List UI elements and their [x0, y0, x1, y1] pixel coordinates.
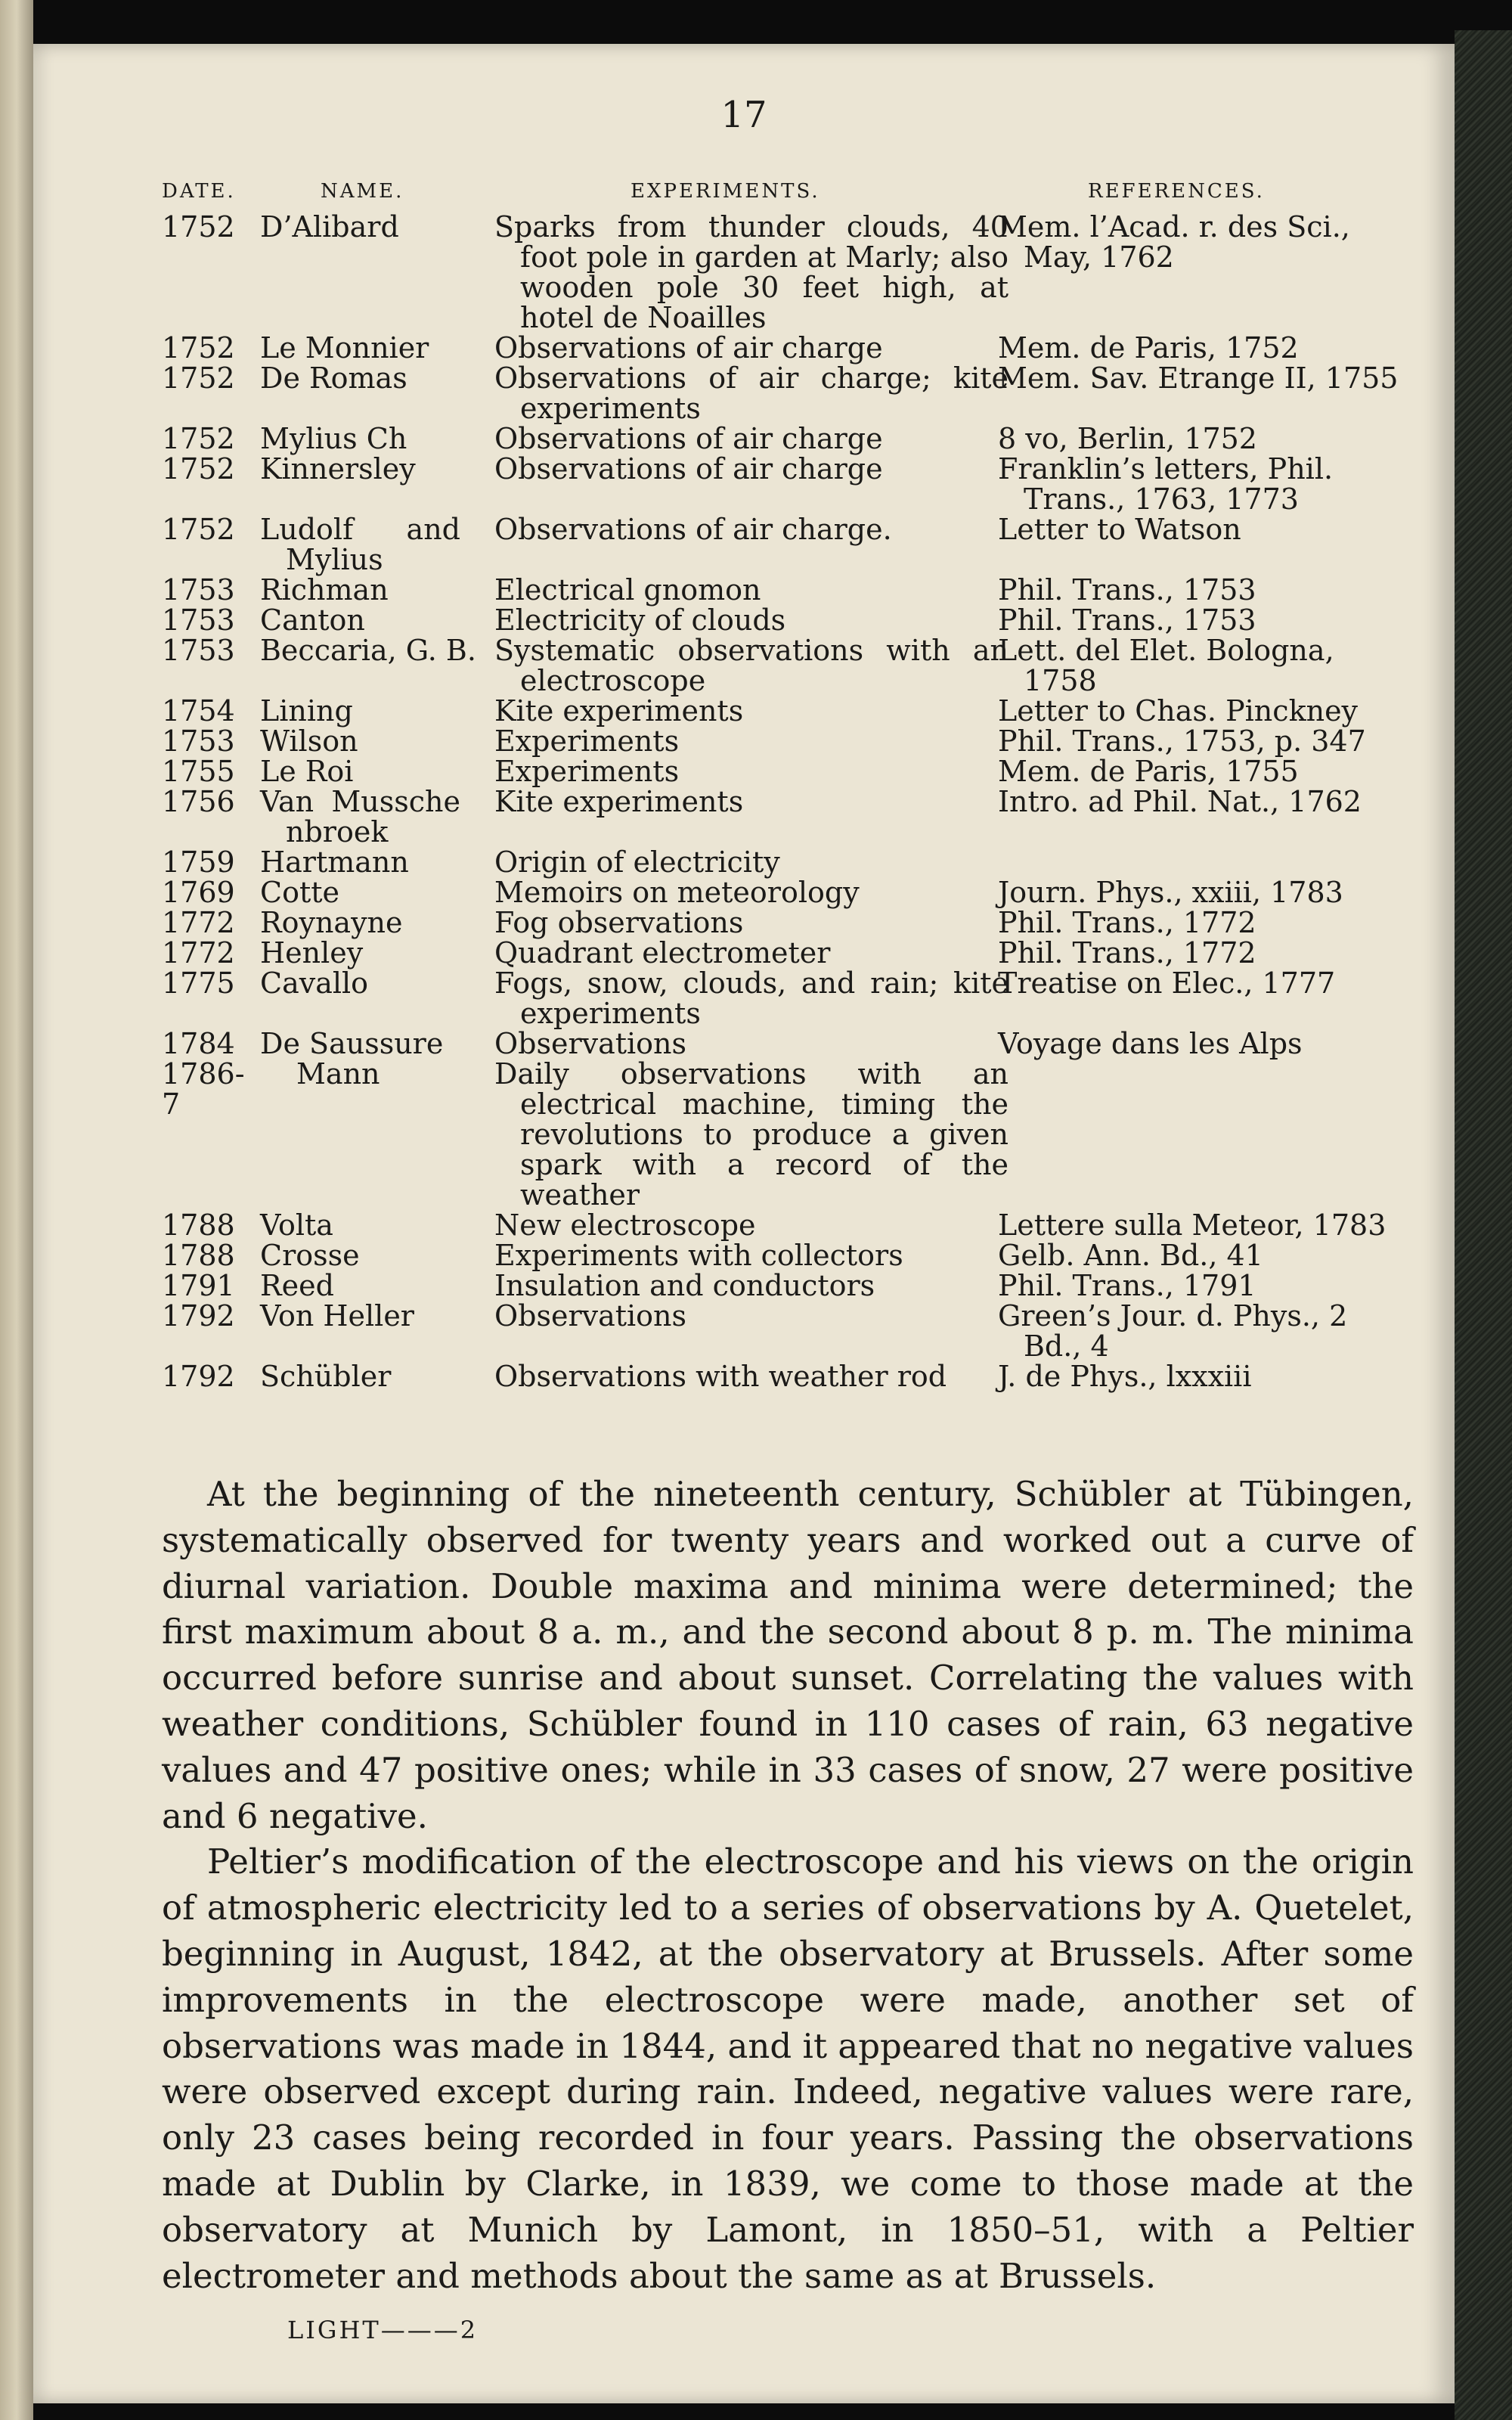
- row-date: 1753: [162, 573, 235, 607]
- row-experiment: Origin of electricity: [494, 845, 780, 879]
- row-date: 1772: [162, 906, 235, 939]
- table-row: [33, 575, 1455, 605]
- row-name: Schübler: [260, 1360, 392, 1393]
- row-experiment: Observations: [494, 1299, 687, 1333]
- paragraph: Peltier’s modification of the electroscope and his views on the origin of atmospheric electricity led to a series of observations by A. Quetelet, beginning in August, 1842, at the observatory at Brussels. After some improvements in the electroscope were made, another set of observations was made in 1844, and it appeared that no negative values were observed except during rain. Indeed, negative values were rare, only 23 cases being recorded in four years. Passing the observations made at Dublin by Clarke, in 1839, we come to those made at the observatory at Munich by Lamont, in 1850–51, with a Peltier electrometer and methods about the same as at Brussels.: [162, 1841, 1414, 2296]
- row-name: Van Musschenbroek: [260, 785, 460, 849]
- row-date: 1753: [162, 603, 235, 637]
- row-reference: Journ. Phys., xxiii, 1783: [998, 876, 1343, 909]
- row-experiment: Daily observations with an electrical machine, timing the revolutions to produce a given spark with a record of the weather: [494, 1057, 1009, 1212]
- row-reference: Phil. Trans., 1753: [998, 573, 1256, 607]
- table-row: [33, 1059, 1455, 1210]
- row-reference: Green’s Jour. d. Phys., 2 Bd., 4: [998, 1299, 1348, 1363]
- table-row: [33, 212, 1455, 333]
- row-experiment: Sparks from thunder clouds, 40 foot pole in garden at Marly; also wooden pole 30 feet high, at hotel de Noailles: [494, 210, 1009, 334]
- table-row: [33, 605, 1455, 635]
- page-number: 17: [720, 94, 767, 136]
- table-row: [33, 847, 1455, 877]
- row-reference: Letter to Watson: [998, 513, 1241, 546]
- row-experiment: Electrical gnomon: [494, 573, 761, 607]
- header-experiments: EXPERIMENTS.: [631, 180, 820, 203]
- table-header: [33, 180, 1455, 210]
- row-reference: Mem. Sav. Etrange II, 1755: [998, 361, 1399, 395]
- row-name: Canton: [260, 603, 365, 637]
- row-experiment: Observations: [494, 1027, 687, 1060]
- row-date: 1752: [162, 210, 235, 244]
- row-experiment: Electricity of clouds: [494, 603, 786, 637]
- row-experiment: Observations with weather rod: [494, 1360, 947, 1393]
- row-reference: Lettere sulla Meteor, 1783: [998, 1208, 1387, 1242]
- row-date: 1769: [162, 876, 235, 909]
- table-row: [33, 454, 1455, 514]
- row-date: 1756: [162, 785, 235, 818]
- signature-mark: LIGHT———2: [287, 2316, 479, 2344]
- row-date: 1792: [162, 1360, 235, 1393]
- row-date: 1755: [162, 755, 235, 788]
- table-row: [33, 786, 1455, 847]
- row-experiment: Observations of air charge: [494, 452, 883, 486]
- row-experiment: Systematic observations with an electroscope: [494, 634, 1009, 697]
- row-date: 1752: [162, 513, 235, 546]
- row-reference: Gelb. Ann. Bd., 41: [998, 1239, 1263, 1272]
- row-reference: Phil. Trans., 1753, p. 347: [998, 724, 1366, 758]
- row-name: Hartmann: [260, 845, 409, 879]
- row-date: 1753: [162, 724, 235, 758]
- row-experiment: Observations of air charge.: [494, 513, 892, 546]
- row-name: Mylius Ch: [260, 422, 407, 455]
- row-date: 1752: [162, 452, 235, 486]
- table-row: [33, 424, 1455, 454]
- book-page: [33, 44, 1455, 2403]
- row-date: 1752: [162, 422, 235, 455]
- row-date: 1753: [162, 634, 235, 667]
- row-name: Von Heller: [260, 1299, 414, 1333]
- table-row: [33, 938, 1455, 968]
- header-references: REFERENCES.: [1088, 180, 1265, 203]
- row-experiment: Kite experiments: [494, 694, 744, 728]
- body-text: [162, 1472, 1414, 2299]
- row-date: 1759: [162, 845, 235, 879]
- row-reference: Franklin’s letters, Phil. Trans., 1763, 1773: [998, 452, 1334, 516]
- row-reference: Intro. ad Phil. Nat., 1762: [998, 785, 1362, 818]
- book-left-edge: [0, 0, 33, 2420]
- row-reference: 8 vo, Berlin, 1752: [998, 422, 1257, 455]
- table-row: [33, 1361, 1455, 1392]
- row-name: Richman: [260, 573, 389, 607]
- row-date: 1752: [162, 361, 235, 395]
- row-reference: Mem. l’Acad. r. des Sci., May, 1762: [998, 210, 1350, 274]
- row-date: 1792: [162, 1299, 235, 1333]
- table-row: [33, 1210, 1455, 1240]
- row-experiment: Experiments: [494, 755, 680, 788]
- book-binding-edge: [1455, 30, 1512, 2420]
- table-row: [33, 877, 1455, 908]
- row-name: Roynayne: [260, 906, 403, 939]
- table-row: [33, 363, 1455, 424]
- table-row: [33, 514, 1455, 575]
- row-date: 1784: [162, 1027, 235, 1060]
- table-row: [33, 726, 1455, 756]
- row-date: 1752: [162, 331, 235, 365]
- table-row: [33, 333, 1455, 363]
- row-reference: Treatise on Elec., 1777: [998, 966, 1336, 1000]
- row-experiment: Memoirs on meteorology: [494, 876, 860, 909]
- table-row: [33, 756, 1455, 786]
- row-reference: Lett. del Elet. Bologna, 1758: [998, 634, 1334, 697]
- row-reference: Phil. Trans., 1772: [998, 936, 1256, 970]
- row-name: Cavallo: [260, 966, 369, 1000]
- table-row: [33, 1270, 1455, 1301]
- row-experiment: Fogs, snow, clouds, and rain; kite experiments: [494, 966, 1009, 1030]
- row-date: 1775: [162, 966, 235, 1000]
- row-date: 1788: [162, 1208, 235, 1242]
- row-reference: Voyage dans les Alps: [998, 1027, 1303, 1060]
- row-name: De Saussure: [260, 1027, 444, 1060]
- row-experiment: Observations of air charge: [494, 331, 883, 365]
- row-name: Reed: [260, 1269, 334, 1302]
- row-date: 1786-7: [162, 1057, 245, 1121]
- row-reference: Phil. Trans., 1753: [998, 603, 1256, 637]
- row-experiment: Kite experiments: [494, 785, 744, 818]
- row-reference: Phil. Trans., 1791: [998, 1269, 1256, 1302]
- row-name: Cotte: [260, 876, 339, 909]
- chronology-table: [33, 212, 1455, 1392]
- row-name: Mann: [296, 1057, 380, 1091]
- row-name: Beccaria, G. B.: [260, 634, 476, 667]
- row-name: Crosse: [260, 1239, 360, 1272]
- table-row: [33, 696, 1455, 726]
- table-row: [33, 968, 1455, 1028]
- row-experiment: Experiments: [494, 724, 680, 758]
- row-name: Kinnersley: [260, 452, 416, 486]
- row-name: Le Monnier: [260, 331, 429, 365]
- table-row: [33, 1028, 1455, 1059]
- row-name: De Romas: [260, 361, 407, 395]
- row-reference: Mem. de Paris, 1755: [998, 755, 1299, 788]
- row-date: 1788: [162, 1239, 235, 1272]
- row-name: Henley: [260, 936, 364, 970]
- table-row: [33, 908, 1455, 938]
- row-date: 1791: [162, 1269, 235, 1302]
- table-row: [33, 1240, 1455, 1270]
- row-experiment: Experiments with collectors: [494, 1239, 903, 1272]
- row-experiment: Observations of air charge: [494, 422, 883, 455]
- row-reference: Letter to Chas. Pinckney: [998, 694, 1359, 728]
- row-experiment: Insulation and conductors: [494, 1269, 875, 1302]
- row-name: Volta: [260, 1208, 333, 1242]
- row-reference: J. de Phys., lxxxiii: [998, 1360, 1252, 1393]
- paragraph: At the beginning of the nineteenth century, Schübler at Tübingen, systematically observed for twenty years and worked out a curve of diurnal variation. Double maxima and minima were determined; the first maximum about 8 a. m., and the second about 8 p. m. The minima occurred before sunrise and about sunset. Correlating the values with weather conditions, Schübler found in 110 cases of rain, 63 negative values and 47 positive ones; while in 33 cases of snow, 27 were positive and 6 negative.: [162, 1474, 1414, 1836]
- row-name: Lining: [260, 694, 353, 728]
- row-name: Ludolf and Mylius: [260, 513, 460, 576]
- row-reference: Phil. Trans., 1772: [998, 906, 1256, 939]
- row-experiment: Fog observations: [494, 906, 744, 939]
- row-experiment: Quadrant electrometer: [494, 936, 831, 970]
- row-reference: Mem. de Paris, 1752: [998, 331, 1299, 365]
- header-date: DATE.: [162, 180, 236, 203]
- row-experiment: New electroscope: [494, 1208, 756, 1242]
- row-date: 1754: [162, 694, 235, 728]
- row-date: 1772: [162, 936, 235, 970]
- row-name: D’Alibard: [260, 210, 399, 244]
- table-row: [33, 635, 1455, 696]
- row-name: Wilson: [260, 724, 358, 758]
- row-name: Le Roi: [260, 755, 354, 788]
- header-name: NAME.: [321, 180, 404, 203]
- table-row: [33, 1301, 1455, 1361]
- row-experiment: Observations of air charge; kite experiments: [494, 361, 1009, 425]
